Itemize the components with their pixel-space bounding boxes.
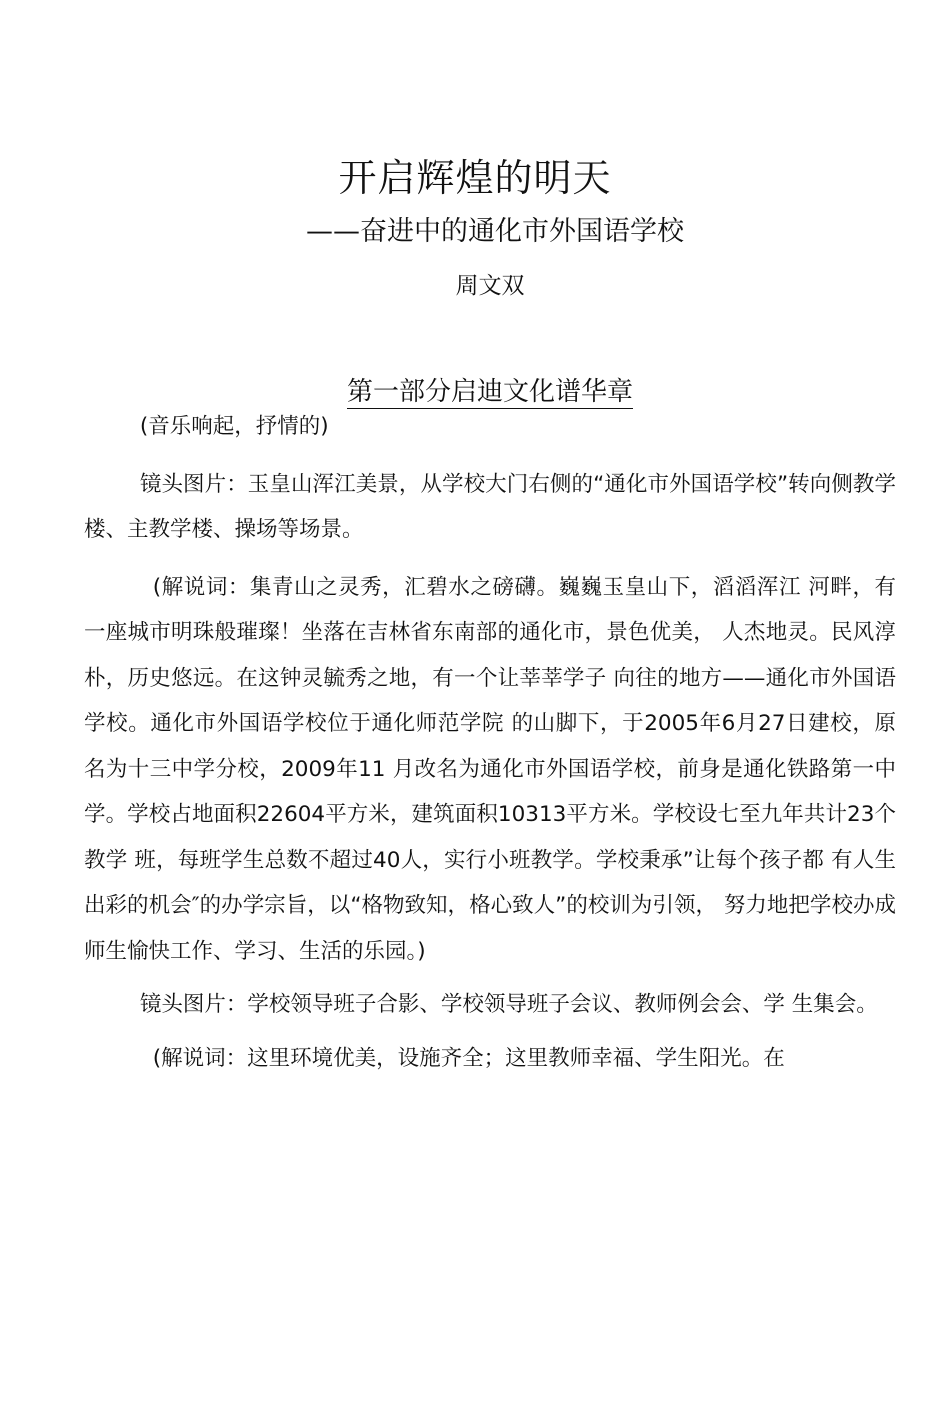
paragraph-narration-2: (解说词：这里环境优美，设施齐全；这里教师幸福、学生阳光。在 — [152, 1045, 785, 1071]
document-body — [84, 404, 896, 1081]
section-heading-text: 第一部分启迪文化谱华章 — [346, 377, 633, 407]
paragraph-shot-1: 镜头图片：玉皇山浑江美景，从学校大门右侧的“通化市外国语学校”转向侧教学楼、主教学楼、操场等场景。 — [84, 471, 896, 542]
paragraph-music-cue: (音乐响起，抒情的) — [139, 414, 329, 439]
document-subtitle: ——奋进中的通化市外国语学校 — [306, 216, 684, 247]
document-title: 开启辉煌的明天 — [338, 156, 612, 200]
author-name: 周文双 — [455, 273, 525, 299]
paragraph-shot-2: 镜头图片：学校领导班子合影、学校领导班子会议、教师例会会、学 生集会。 — [139, 992, 878, 1017]
paragraph-narration-1: (解说词：集青山之灵秀，汇碧水之磅礴。巍巍玉皇山下，滔滔浑江 河畔，有一座城市明珠般璀璨！坐落在吉林省东南部的通化市，景色优美， 人杰地灵。民风淳朴，历史悠远。在这钟灵毓秀之地，有一个让莘莘学子 向往的地方——通化市外国语学校。通化市外国语学校位于通化师范学院 的山脚下，于2005年6月27日建校，原名为十三中学分校，2009年11 月改名为通化市外国语学校，前身是通化铁路第一中学。学校占地面积22604平方米，建筑面积10313平方米。学校设七至九年共计23个教学 班，每班学生总数不超过40人，实行小班教学。学校秉承”让每个孩子都 有人生出彩的机会″的办学宗旨，以“格物致知，格心致人”的校训为引领， 努力地把学校办成师生愉快工作、学习、生活的乐园。) — [84, 574, 896, 964]
